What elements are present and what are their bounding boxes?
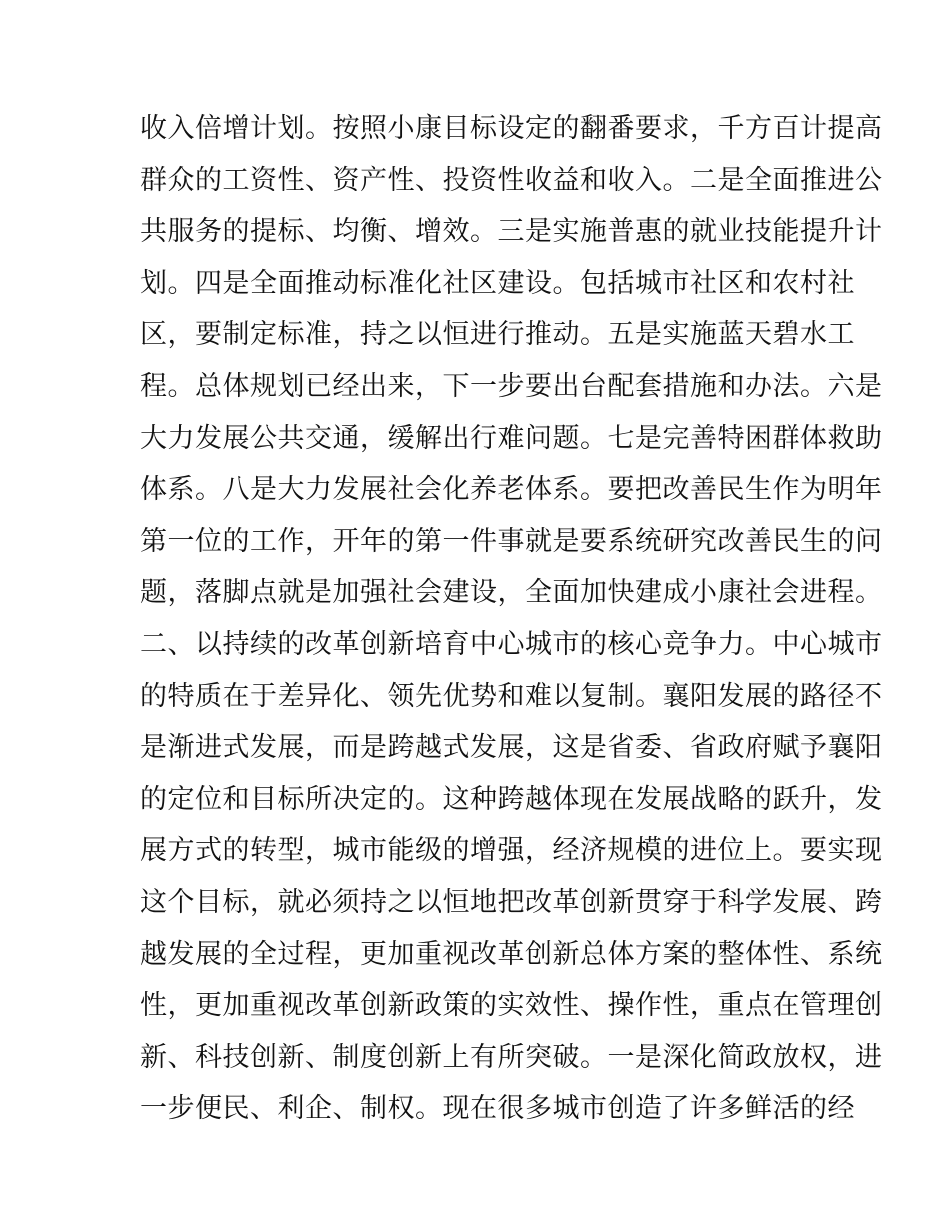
text-line: 大力发展公共交通，缓解出行难问题。七是完善特困群体救助: [140, 422, 883, 454]
text-line: 这个目标，就必须持之以恒地把改革创新贯穿于科学发展、跨: [140, 886, 883, 918]
text-line: 题，落脚点就是加强社会建设，全面加快建成小康社会进程。: [140, 577, 883, 609]
text-line: 体系。八是大力发展社会化养老体系。要把改善民生作为明年: [140, 474, 883, 506]
text-line: 二、以持续的改革创新培育中心城市的核心竞争力。中心城市: [140, 628, 883, 660]
text-line: 收入倍增计划。按照小康目标设定的翻番要求，千方百计提高: [140, 113, 883, 144]
text-line: 程。总体规划已经出来，下一步要出台配套措施和办法。六是: [140, 370, 883, 402]
text-line: 划。四是全面推动标准化社区建设。包括城市社区和农村社: [140, 267, 855, 299]
text-line: 性，更加重视改革创新政策的实效性、操作性，重点在管理创: [140, 990, 883, 1022]
text-line: 的特质在于差异化、领先优势和难以复制。襄阳发展的路径不: [140, 680, 883, 712]
text-line: 的定位和目标所决定的。这种跨越体现在发展战略的跃升，发: [140, 783, 883, 815]
text-line: 第一位的工作，开年的第一件事就是要系统研究改善民生的问: [140, 525, 883, 557]
text-line: 展方式的转型，城市能级的增强，经济规模的进位上。要实现: [140, 835, 883, 867]
body-text: [140, 103, 883, 1135]
text-line: 新、科技创新、制度创新上有所突破。一是深化简政放权，进: [140, 1041, 883, 1073]
text-line: 区，要制定标准，持之以恒进行推动。五是实施蓝天碧水工: [140, 319, 855, 351]
text-line: 共服务的提标、均衡、增效。三是实施普惠的就业技能提升计: [140, 216, 883, 248]
text-line: 越发展的全过程，更加重视改革创新总体方案的整体性、系统: [140, 938, 883, 970]
text-line: 是渐进式发展，而是跨越式发展，这是省委、省政府赋予襄阳: [140, 732, 883, 764]
text-line: 群众的工资性、资产性、投资性收益和收入。二是全面推进公: [140, 164, 883, 196]
text-line: 一步便民、利企、制权。现在很多城市创造了许多鲜活的经: [140, 1093, 855, 1125]
